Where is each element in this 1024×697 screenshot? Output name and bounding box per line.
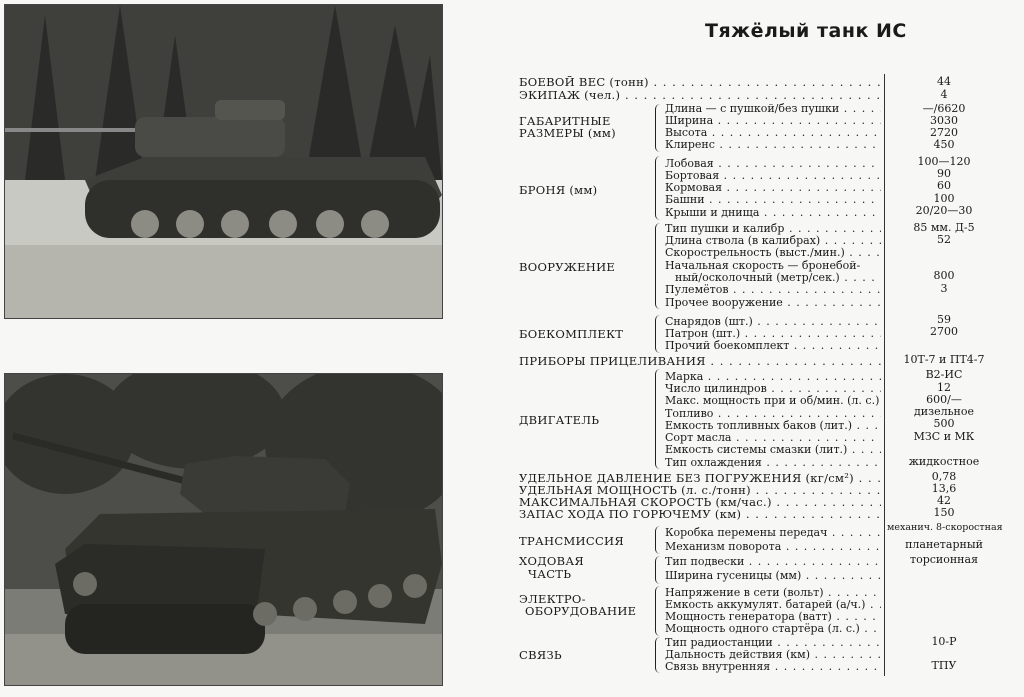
electrical-row: Мощность генератора (ватт) . . . bbox=[665, 611, 881, 623]
ammo-category: БОЕКОМПЛЕКТ bbox=[519, 327, 624, 341]
armor-row: Башни . . . bbox=[665, 194, 881, 206]
armament-row: Пулемётов . . . bbox=[665, 284, 881, 296]
page-title: Тяжёлый танк ИС bbox=[705, 20, 907, 42]
armor-row: Лобовая . . . bbox=[665, 158, 881, 170]
comms-value: ТПУ bbox=[931, 659, 957, 672]
armament-value: 800 bbox=[933, 269, 955, 282]
spec-sights-label: ПРИБОРЫ ПРИЦЕЛИВАНИЯ . . . bbox=[519, 355, 881, 367]
comms-value: 10-Р bbox=[931, 635, 957, 648]
armament-row: Прочее вооружение . . . bbox=[665, 297, 881, 309]
ammo-row: Прочий боекомплект . . . bbox=[665, 340, 881, 352]
running-gear-row: Ширина гусеницы (мм) . . . bbox=[665, 570, 881, 582]
engine-row: Топливо . . . bbox=[665, 408, 881, 420]
armament-row: Длина ствола (в калибрах) . . . bbox=[665, 235, 881, 247]
dimensions-value: 450 bbox=[933, 138, 955, 151]
electrical-brace bbox=[655, 586, 660, 636]
dimensions-value: 2720 bbox=[930, 126, 958, 139]
spec-crew-label: ЭКИПАЖ (чел.) . . . bbox=[519, 89, 881, 101]
engine-category: ДВИГАТЕЛЬ bbox=[519, 413, 600, 427]
engine-row: Макс. мощность при и об/мин. (л. с.) . . . bbox=[665, 395, 881, 407]
spec-combat-weight-label: БОЕВОЙ ВЕС (тонн) . . . bbox=[519, 76, 881, 88]
engine-value: дизельное bbox=[913, 405, 975, 418]
dimensions-category-line2: РАЗМЕРЫ (мм) bbox=[519, 126, 616, 140]
dimensions-category-line1: ГАБАРИТНЫЕ bbox=[519, 114, 611, 128]
armament-row-wrapped: Начальная скорость — бронебой- bbox=[665, 259, 861, 272]
comms-row: Тип радиостанции . . . bbox=[665, 637, 881, 649]
dimensions-row: Клиренс . . . bbox=[665, 139, 881, 151]
running-gear-brace bbox=[655, 556, 660, 584]
dimensions-brace bbox=[655, 104, 660, 152]
dimensions-value: 3030 bbox=[930, 114, 958, 127]
engine-value: 12 bbox=[937, 381, 951, 394]
transmission-row: Механизм поворота . . . bbox=[665, 541, 881, 553]
ammo-value: 59 bbox=[937, 313, 951, 326]
armament-value: 85 мм. Д-5 bbox=[913, 221, 975, 234]
electrical-category-line1: ЭЛЕКТРО- bbox=[519, 592, 586, 606]
armor-value: 100 bbox=[933, 192, 955, 205]
engine-value: МЗС и МК bbox=[913, 430, 975, 443]
spec-specific-power-value: 13,6 bbox=[931, 482, 957, 495]
engine-value: 500 bbox=[933, 417, 955, 430]
armament-row: Скорострельность (выст./мин.) . . . bbox=[665, 247, 881, 259]
comms-category: СВЯЗЬ bbox=[519, 648, 562, 662]
armor-category: БРОНЯ (мм) bbox=[519, 183, 598, 197]
armor-row: Кормовая . . . bbox=[665, 182, 881, 194]
armor-value: 100—120 bbox=[917, 155, 971, 168]
spec-range-value: 150 bbox=[933, 506, 955, 519]
spec-sights-value: 10Т-7 и ПТ4-7 bbox=[903, 353, 985, 366]
armor-value: 20/20—30 bbox=[915, 204, 973, 217]
spec-crew-value: 4 bbox=[940, 88, 948, 101]
electrical-row: Мощность одного стартёра (л. с.) . . . bbox=[665, 623, 881, 635]
armor-value: 60 bbox=[937, 179, 951, 192]
engine-row: Ёмкость топливных баков (лит.) . . . bbox=[665, 420, 881, 432]
spec-ground-pressure-value: 0,78 bbox=[931, 470, 957, 483]
armament-value: 3 bbox=[940, 282, 948, 295]
spec-ground-pressure-label: УДЕЛЬНОЕ ДАВЛЕНИЕ БЕЗ ПОГРУЖЕНИЯ (кг/см²) . . . bbox=[519, 472, 881, 484]
dimensions-row: Длина — с пушкой/без пушки . . . bbox=[665, 103, 881, 115]
armament-row: ный/осколочный (метр/сек.) . . . bbox=[675, 272, 881, 284]
armament-brace bbox=[655, 223, 660, 309]
transmission-value: механич. 8-скоростная bbox=[887, 522, 1003, 533]
engine-brace bbox=[655, 369, 660, 469]
engine-row: Марка . . . bbox=[665, 371, 881, 383]
transmission-category: ТРАНСМИССИЯ bbox=[519, 534, 624, 548]
transmission-value: планетарный bbox=[905, 538, 983, 551]
dimensions-row: Высота . . . bbox=[665, 127, 881, 139]
dimensions-row: Ширина . . . bbox=[665, 115, 881, 127]
running-gear-category-line2: ЧАСТЬ bbox=[528, 567, 572, 581]
comms-brace bbox=[655, 637, 660, 673]
ammo-row: Патрон (шт.) . . . bbox=[665, 328, 881, 340]
armor-row: Бортовая . . . bbox=[665, 170, 881, 182]
electrical-row: Ёмкость аккумулят. батарей (а/ч.) . . . bbox=[665, 599, 881, 611]
armament-row: Тип пушки и калибр . . . bbox=[665, 223, 881, 235]
transmission-brace bbox=[655, 526, 660, 554]
comms-row: Дальность действия (км) . . . bbox=[665, 649, 881, 661]
armor-value: 90 bbox=[937, 167, 951, 180]
running-gear-value: торсионная bbox=[909, 553, 979, 566]
engine-row: Сорт масла . . . bbox=[665, 432, 881, 444]
engine-row: Тип охлаждения . . . bbox=[665, 457, 881, 469]
running-gear-category-line1: ХОДОВАЯ bbox=[519, 554, 584, 568]
electrical-category-line2: ОБОРУДОВАНИЕ bbox=[525, 604, 637, 618]
dimensions-value: —/6620 bbox=[922, 102, 966, 115]
ammo-brace bbox=[655, 315, 660, 353]
engine-value: жидкостное bbox=[908, 455, 980, 468]
engine-row: Число цилиндров . . . bbox=[665, 383, 881, 395]
armament-category: ВООРУЖЕНИЕ bbox=[519, 260, 616, 274]
armor-row: Крыши и днища . . . bbox=[665, 207, 881, 219]
engine-value: 600/— bbox=[926, 393, 962, 406]
spec-max-speed-label: МАКСИМАЛЬНАЯ СКОРОСТЬ (км/час.) . . . bbox=[519, 496, 881, 508]
ammo-row: Снарядов (шт.) . . . bbox=[665, 316, 881, 328]
transmission-row: Коробка перемены передач . . . bbox=[665, 527, 881, 539]
ammo-value: 2700 bbox=[930, 325, 958, 338]
armor-brace bbox=[655, 156, 660, 220]
spec-range-label: ЗАПАС ХОДА ПО ГОРЮЧЕМУ (км) . . . bbox=[519, 508, 881, 520]
electrical-row: Напряжение в сети (вольт) . . . bbox=[665, 587, 881, 599]
engine-row: Ёмкость системы смазки (лит.) . . . bbox=[665, 444, 881, 456]
comms-row: Связь внутренняя . . . bbox=[665, 661, 881, 673]
spec-specific-power-label: УДЕЛЬНАЯ МОЩНОСТЬ (л. с./тонн) . . . bbox=[519, 484, 881, 496]
armament-value: 52 bbox=[937, 233, 951, 246]
running-gear-row: Тип подвески . . . bbox=[665, 556, 881, 568]
spec-combat-weight-value: 44 bbox=[937, 75, 951, 88]
engine-value: В2-ИС bbox=[925, 368, 963, 381]
spec-max-speed-value: 42 bbox=[937, 494, 951, 507]
